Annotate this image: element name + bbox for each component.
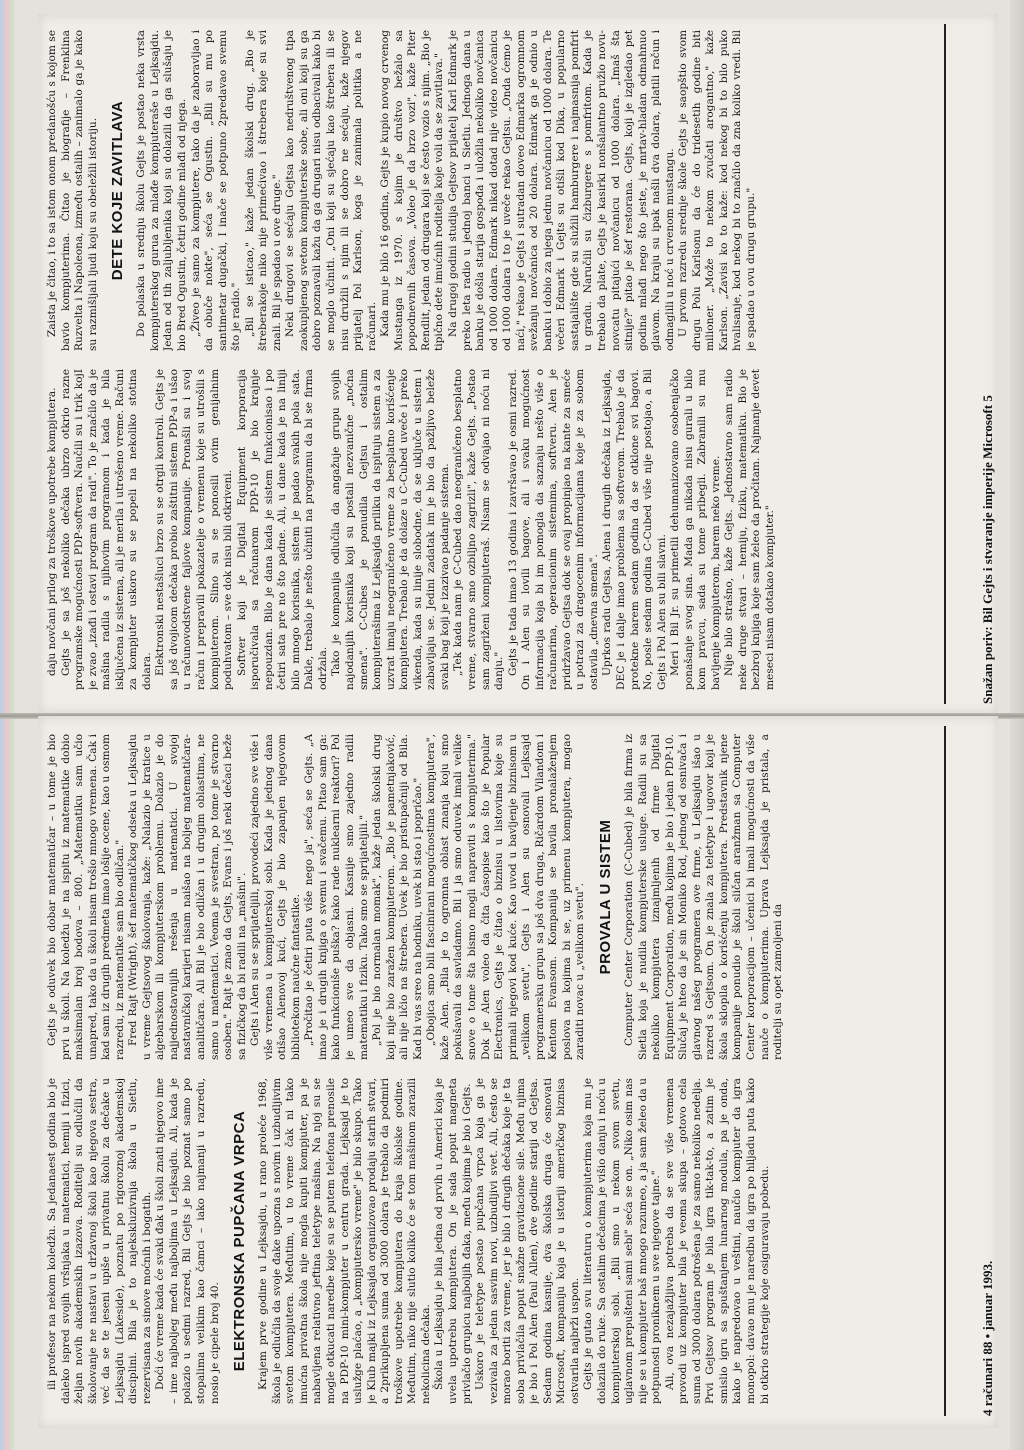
page-left — [38, 716, 998, 1428]
paragraph: Fred Rajt (Wright), šef matematičkog odseka u Lejksajdu u vreme Gejtsovog školovanja, kaže: „Nalazio je kratice u algebarskom ili kompjuterskom problemu. Dolazio je do najjednostavnijih rešenja u matematici. U svojoj nastavničkoj karijeri nisam naišao na boljeg matematičara-analitičara. Ali Bil je bio odličan i u drugim oblastima, ne samo u matematici. Veoma je svestran, po tome je stvarno osoben." Rajt je znao da Gejts, Evans i još neki dečaci beže sa fizičkog da bi radili na „mašini". — [127, 734, 248, 1060]
paragraph: Gejts je sa još nekoliko dečaka ubrzo otkrio razne programske mogućnosti PDP-softvera. Naučili su i trik kojI je zvao „izađi i ostavi program da radi". To je značilo da je mašina radila s njihovim programom i kada je bila isključena iz sistema, ali je merila i utrošeno vreme. Računi za kompjuter uskoro su se popeli na nekoliko stotina dolara. — [59, 369, 153, 690]
paragraph: Uskoro je teletype postao pupčana vrpca koja ga je vezivala za jedan sasvim novi, uzbudljivi svet. Ali, često se morao boriti za vreme, jer je bilo i drugih dečaka koje je ta soba privlačila poput snažne gravitacione sile. Među njima je bio i Pol Alen (Paul Allen), dve godine stariji od Gejtsa. Sedam godina kasnije, dva školska druga će osnovati Microsoft, kompaniju koja je u istoriji američkog biznisa ostvarila najbrži uspon. — [474, 1078, 581, 1404]
paragraph: „Tek kada nam je C-Cubed dao neograničeno besplatno vreme, stvarno smo ozbiljno zagrizli", kaže Gejts. „Postao sam zagriženi kompjuteraš. Nisam se odvajao ni noću ni danju." — [452, 369, 506, 690]
page-footer: 4 računari 88 • januar 1993. — [980, 1260, 995, 1416]
page-edge-left — [0, 0, 14, 1450]
page-edge-right — [1010, 0, 1024, 1450]
paragraph: Tako je kompanija odlučila da angažuje grupu svojih najodanijih korisnika koji su postali nezvanične „noćna smena". C-Cubes je ponudila Gejtsu i ostalim kompjuterašima iz Lejksajda priliku da ispituju sistem a za uzvrat imaju neograničeno vreme za besplatno korišćenje kompjutera. Trebalo je da dolaze u C-Cubed uveče i preko vikenda, kada su linije slobodne, da se uključe u sistem i zabavljaju se. Jedini zadatak im je bio da pažljivo beleže svaki bag koji je izazivao padanje sistema. — [330, 369, 451, 690]
paragraph: Zaista je čitao, i to sa istom onom predanošću s kojom se bavio kompjuterima. Čitao je biografije – Frenklina Ruzvelta i Napoleona, između ostalih – zanimalo ga je kako su razmišljali ljudi koju su obeležili istoriju. — [46, 30, 99, 351]
paragraph: Nije bilo strašno, kaže Gejts. „Jednostavno sam radio neke druge stvari – hemiju, fiziku, matematiku. Bio je bezbroj knjiga koje sam želeo da pročitam. Najmanje devet meseci nisam dotakao kompjuter." — [723, 369, 776, 690]
paragraph: Škola u Lejksajdu je bila jedna od prvih u Americi koja je uvela upotrebu kompjutera. On je sada poput magneta privlačio grupicu najboljih đaka, među kojima je bio i Gejts. — [433, 1078, 473, 1404]
paragraph: Gejts i Alen su se sprijateljili, provodeći zajedno sve više i više vremena u kompjuterskoj sobi. Kada je jednog dana otišao Alenovoj kući, Gejts je bio zapanjen njegovom bibliotekom naučne fantastike. — [249, 734, 302, 1060]
page-right — [38, 14, 998, 714]
page-right-text — [46, 30, 946, 690]
paragraph: Do polaska u srednju školu Gejts je postao neka vrsta kompjuterskog gurua za mlađe kompjuteraše u Lejksajdu. Jedan od tih zaljubljenika koji su dolazili da ga slušaju je bio Bred Ogustin, četiri godine mlađi od njega. — [135, 30, 189, 351]
paragraph: daju novčani prilog za troškove upotrebe kompjutera. — [46, 387, 58, 676]
paragraph: „Obojica smo bili fascinirani mogućnostima kompjutera", kaže Alen. „Bila je to ogromna oblast znanja koju smo pokušavali da savladamo. Bil i ja smo oduvek imali velike snove o tome šta bismo mogli napraviti s kompjuterima." Dok je Alen voleo da čita časopise kao što je Popular Electronics, Gejts je čitao o biznisu u listovima koje su primali njegovi kod kuće. Kao uvod u bavljenje biznisom u „velikom svetu", Gejts i Alen su osnovali Lejksajd programersku grupu sa još dva druga, Ričardom Vilandom i Kentom Evansom. Kompanija se bavila pronalaženjem poslova na kojima bi se, uz primenu kompjutera, mogao zaraditi novac u „velikom svetu". — [425, 734, 587, 1060]
paragraph: Gejts je oduvek bio dobar matematičar – u tome je bio prvi u školi. Na koledžu je na ispitu iz matematike dobio maksimalan broj bodova – 800. „Matematiku sam učio unapred, tako da u školi nisam trošio mnogo vremena. Čak i kad sam iz drugih predmeta imao lošije ocene, kao u osmom razredu, iz matematike sam bio odličan." — [46, 734, 126, 1060]
paragraph: „Pol je bio normalan momak", kaže jedan školski drug koji nije bio zaražen kompjuterom. „Bio je pametnjaković, ali nije ličio na štrebera. Uvek je bio pristupačniji od Bila. Kad bi vas sreo na hodniku, uvek bi stao i popričao." — [371, 734, 424, 1060]
paragraph: Kada mu je bilo 16 godina, Gejts je kupio novog crvenog Mustanga iz 1970. s kojim je društvo bežalo sa popodnevnih časova. „Voleo je da brzo vozi", kaže Piter Rendlit, jedan od drugara koji se često vozio s njim. „Bio je tipično dete imućnih roditelja koje voli da se zavitlava." — [379, 30, 446, 351]
paragraph: Gejts je tada imao 13 godina i završavao je osmi razred. On i Alen su lovili bagove, ali i svaku mogućnost informacija koja bi im pomogla da saznaju nešto više o računarima, operacionim sistemima, softveru. Alen je pridržavao Gejtsa dok se ovaj propinjao na kante za smeće u potrazi za dragocenim informacijama koje je za sobom ostavila „dnevna smena". — [506, 369, 600, 690]
right-column-1 — [46, 369, 946, 690]
left-column-2 — [46, 734, 946, 1060]
paragraph: Meri i Bil Jr. su primetili dehumanizovano osobenjačko ponašanje svog sina. Mada ga nikada nisu gurali u bilo kom pravcu, sada su tome pribegli. Zabranili su mu bavljenje kompjuterom, barem neko vreme. — [669, 369, 722, 690]
paragraph: Computer Center Corporation (C-Cubed) je bila firma iz Sietla koja je nudila kompjuterske usluge. Radili su sa nekoliko kompjutera iznajmljenih od firme Digital Equipment Corporation, među kojima je bio i jedan PDP-10. Slučaj je hteo da je sin Moniko Rod, jednog od osnivača i glavnog našeg programera ove firme, u Lejksajdu išao u razred s Gejtsom. On je znala za teletype i ugovor koji je škola sklopila o korišćenju kompjutera. Predstavnik njene kompanije ponudio je školi sličan aranžman sa Computer Center korporacijom – učenici bi imali mogućnosti da više nauče o kompjuterima. Uprava Lejksajda je pristala, a roditelji su opet zamoljeni da — [623, 734, 785, 1060]
paragraph: Elektronski nestašluci brzo su se otrgli kontroli. Gejts je sa još dvojicom dečaka probio zaštitni sistem PDP-a i ušao u računovodstvene fajlove kompanije. Pronašli su i svoj račun i prepravili pokazatelje o vremenu koje su utrošili s kompjuterom. Slino su se ponosili ovim genijalnim poduhvatom – sve dok nisu bili otkriveni. — [154, 369, 235, 690]
section-heading: PROVALA U SISTEM — [596, 819, 614, 975]
footer-rule — [944, 726, 946, 1416]
section-heading: ELEKTRONSKA PUPČANA VRPCA — [231, 1110, 249, 1372]
paragraph: Uprkos radu Gejtsa, Alena i drugih dečaka iz Lejksajda, DEC je i dalje imao problema sa softverom. Trebalo je da protekne barem sedam godina da se otklone svi bagovi. No, posle sedam godina C-Cubed više nije postojao, a Bil Gejts i Pol Alen su bili slavni. — [601, 369, 668, 690]
paragraph: Gejts je gutao svu literaturu o kompjuterima koja mu je dolazila do ruke. Sa ostalim dečacima je višio danju i noću u kompjuterskoj sobi. „Bili smo u nekom svom svetu, uglavnom prepušteni sami sebi" seća se on. „Niko osim nas nije se u kompjuter baš mnogo razumeo, a ja sam želeo da u potpunosti proniknem u sve njegove tajne." — [582, 1078, 663, 1404]
paragraph: „Živeo je samo za kompjutere, tako da je zaboravljao i da obuče nokte", seća se Ogustin. „Bili su mu po santimetar dugački, I inače se potpuno 2predavao svemu što je radio." — [189, 30, 243, 351]
section-heading: DETE KOJE ZAVITLAVA — [109, 100, 127, 281]
paragraph: „Pročitao je četiri puta više nego ja", seća se Gejts. „A imao je i drugih knjiga o svemu i svačemu. Pitao sam ga: kako funkcioniše puška? kako rade nuklearni reaktori? Pol je umeo sve da objasni. Kasnije smo zajedno radili matematiku i fiziku. Tako smo se sprijateljili." — [303, 734, 370, 1060]
right-column-2 — [46, 30, 946, 351]
paragraph: „Bil se isticao," kaže jedan školski drug. „Bio je štreberakoje niko nije primećivao i štrebera koje su svi znali. Bil je spadao u ove druge." — [243, 30, 283, 351]
paragraph: Krajem prve godine u Lejksajdu, u rano proleće 1968, škola je odlučila da svoje đake upozna s novim i uzbudljivim svetom kompjutera. Međutim, u to vreme čak ni tako imućna privatna škola nije mogla kupiti kompjuter, pa je nabavljena relativno jeftina teletype mašina. Na njoj su se mogle otkucati naredbe koje su se putem telefona prenosile na PDP-10 mini-kompjuter u centru grada. Lejksajd je to uslužge plaćao, a „kompjutersko vreme" je bilo skupo. Tako je Klub majki iz Lejksajda organizovao prodaju starih stvari, a 2prikupljena suma od 3000 dolara je trebalo da podmiri troškove upotrebe kompjutera do kraja školske godine. Međutim, niko nije slutio koliko će se tom mašinom zarazili nekolicina dečaka. — [257, 1078, 432, 1404]
paragraph: Na drugoj godini studija Gejtsov prijatelj Karl Edmark je preko leta radio u jednoj banci u Sietlu. Jednoga dana u banku je došla starija gospođa i uložila nekoliko novčanica od 1000 dolara. Edmark nikad dotad nije video novčanicu od 1000 dolara i to je uveče rekao Gejtsu. „Onda ćemo je naći," rekao je Gejts i sutradan doveo Edmarka ogromnom svežanju novčanica od 20 dolara. Edmark ga je odnio u banku i dobio za njega jednu novčanicu od 1000 dolara. Te večeri Edmark i Gejts su otišli kod Dika, u popularno sastajalište gde su služili hamburgere i najmasnija pomfrit u gradu. Naručili su čizburgere s pomfritom. Kada je trebalo da plate, Gejts je kasirki nonšalantno pružio novu-novcatu pitajući novčanicu od 1000 dolara. „Imaš šta sitnije?" pitao je šef restorana. Gejts, koji je izgledao pet godina mlađi nego što jeste, je mrtav-hladan odmahnuo glavom. Na kraju su ipak našli dva dolara, platili račun i odmaglili u noć u crvenom mustangu. — [446, 30, 676, 351]
paragraph: Doći će vreme kada će svaki đak u školi znati njegovo ime – ime najboljeg među najboljima u Lejksajdu. Ali, kada je polazio u sedmi razred, Bil Gejts je bio poznat samo po stopalima velikim kao čamci – iako najmanji u razredu, nosio je cipele broj 40. — [154, 1078, 221, 1404]
page-footer: Snažan poriv: Bil Gejts i stvaranje imperije Microsoft 5 — [980, 395, 995, 704]
paragraph: Softver koji je Digital Equipment korporacija isporučivala sa računarom PDP-10 je bio krajnje nepouzdan. Bilo je dana kada je sistem funkcionisao i po četiri sata pre no što padne. Ali, u dane kada je na liniji bilo mnogo korisnika, sistem je padao svakih pola sata. Dakle, trebalo je nešto učiniti na programu da bi se firma održala. — [235, 369, 329, 690]
left-column-1 — [46, 1078, 946, 1404]
page-left-text — [46, 734, 946, 1404]
footer-rule — [944, 24, 946, 704]
paragraph: Neki drugovi se sećaju Gejtsa kao nedruštvenog tipa zaokupljenog svetom kompjuterske sobe, ali oni koji su ga dobro poznavali kažu da ga drugari nisu odbacivali kako bi se moglo učiniti. „Oni koji su sjećaju kao štrebera ili se nisu družili s njim ili se dobro ne sećaju, kaže njegov prijatelj Pol Karlson, koga je zanimala politika a ne računari. — [284, 30, 378, 351]
paragraph: ili profesor na nekom koledžu. Sa jedanaest godina bio je daleko ispred svojih vršnjaka u matematici, hemiji i fizici, željan novih akademskih izazova. Roditelji su odlučili da školovanje ne nastavi u državnoj školi kao njegova sestra, već da se te jeseni upiše u privatnu školu za dečake u Lejksajdu (Lakeside), poznatu po rigoroznoj akademskoj disciplini. Bila je to najekskluzivnija škola u Sietlu, rezervisana za sinove moćnih i bogatih. — [46, 1078, 153, 1404]
paragraph: Ali, ova nezajažljiva potreba da se sve više vremena provodi uz kompjuter bila je veoma skupa – gotovo cela suma od 3000 dolara potrošena je za samo nekoliko nedelja. Prvi Gejtsov program je bila igra tik-tak-to, a zatim je smislio igru sa spuštanjem lunarnog modula, pa je onda, kako je napredovao u veštini, naučio kompjuter da igra monopol: davao mu je naredbu da igra po hiljadu puta kako bi otkrio strategije koje osiguravaju pobedu. — [663, 1078, 771, 1404]
paragraph: U prvom razredu srednje škole Gejts je saopštio svom drugu Polu Karlsonu da će do tridesetih godine biti milioner. „Može to nekom zvučati arogantno," kaže Karlson. „Zavisi ko to kaže: kod nekog bi to bilo puko hvalisanje, kod nekog bi to značilo da zna koliko vredi. Bil je spadao u ovu drugu grupu." — [677, 30, 757, 351]
